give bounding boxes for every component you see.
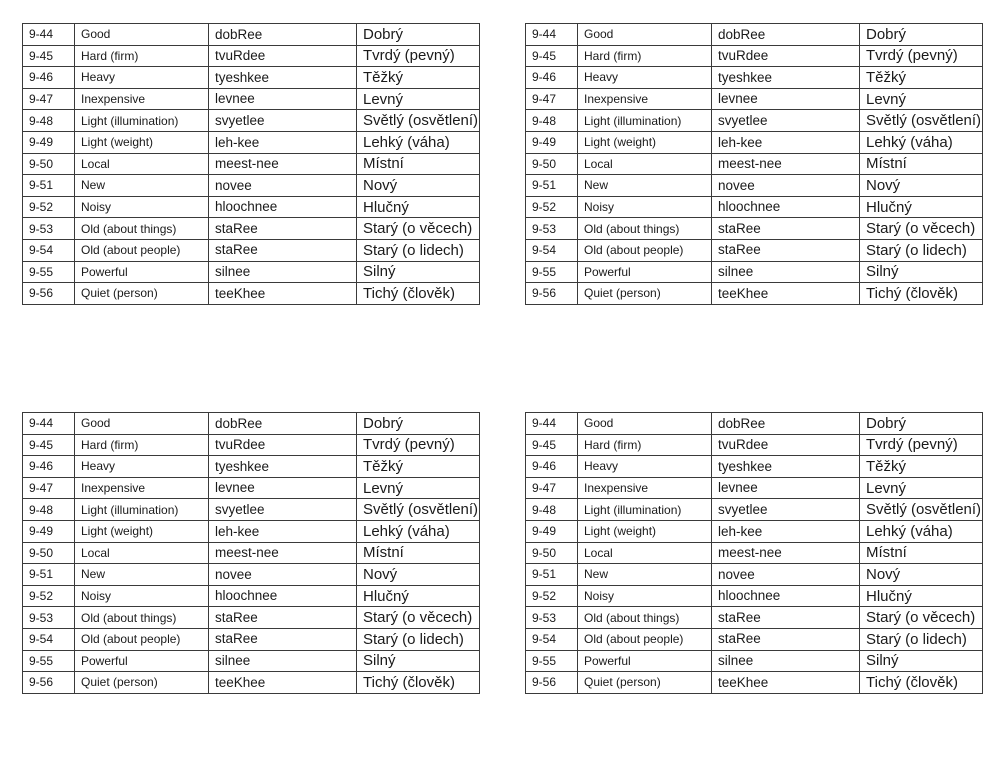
czech-word: Levný: [357, 477, 480, 499]
table-row: [526, 477, 983, 499]
entry-number: 9-47: [526, 88, 578, 110]
table-row: [23, 628, 480, 650]
phonetic-spelling: svyetlee: [209, 110, 357, 132]
entry-number: 9-50: [23, 542, 75, 564]
phonetic-spelling: levnee: [712, 88, 860, 110]
english-word: Noisy: [578, 585, 712, 607]
english-word: Local: [75, 542, 209, 564]
czech-word: Nový: [860, 564, 983, 586]
phonetic-spelling: svyetlee: [712, 499, 860, 521]
table-row: [526, 520, 983, 542]
english-word: Inexpensive: [75, 477, 209, 499]
entry-number: 9-52: [23, 585, 75, 607]
czech-word: Hlučný: [860, 196, 983, 218]
english-word: Light (weight): [75, 520, 209, 542]
czech-word: Tvrdý (pevný): [357, 434, 480, 456]
czech-word: Tichý (člověk): [357, 283, 480, 305]
english-word: Quiet (person): [75, 283, 209, 305]
table-row: [526, 499, 983, 521]
entry-number: 9-50: [526, 542, 578, 564]
phonetic-spelling: staRee: [712, 628, 860, 650]
table-row: [526, 672, 983, 694]
table-row: [23, 499, 480, 521]
czech-word: Místní: [357, 153, 480, 175]
english-word: Old (about things): [75, 218, 209, 240]
english-word: Hard (firm): [75, 45, 209, 67]
english-word: Heavy: [578, 456, 712, 478]
czech-word: Tichý (člověk): [357, 672, 480, 694]
czech-word: Tichý (člověk): [860, 283, 983, 305]
entry-number: 9-56: [23, 672, 75, 694]
phonetic-spelling: tyeshkee: [712, 67, 860, 89]
english-word: Quiet (person): [578, 672, 712, 694]
phonetic-spelling: teeKhee: [712, 283, 860, 305]
english-word: Local: [578, 153, 712, 175]
english-word: Noisy: [75, 196, 209, 218]
czech-word: Nový: [357, 564, 480, 586]
entry-number: 9-49: [23, 131, 75, 153]
table-row: [23, 218, 480, 240]
entry-number: 9-46: [526, 67, 578, 89]
phonetic-spelling: novee: [209, 175, 357, 197]
czech-word: Starý (o věcech): [357, 607, 480, 629]
entry-number: 9-47: [526, 477, 578, 499]
czech-word: Levný: [860, 477, 983, 499]
table-row: [526, 110, 983, 132]
english-word: New: [75, 175, 209, 197]
czech-word: Místní: [860, 153, 983, 175]
entry-number: 9-56: [526, 672, 578, 694]
czech-word: Dobrý: [357, 413, 480, 435]
phonetic-spelling: svyetlee: [712, 110, 860, 132]
table-row: [23, 672, 480, 694]
czech-word: Lehký (váha): [860, 131, 983, 153]
table-row: [23, 477, 480, 499]
czech-word: Lehký (váha): [357, 131, 480, 153]
entry-number: 9-45: [526, 45, 578, 67]
phonetic-spelling: silnee: [209, 650, 357, 672]
entry-number: 9-44: [23, 413, 75, 435]
table-row: [526, 24, 983, 46]
phonetic-spelling: levnee: [209, 88, 357, 110]
vocab-table-bottom-left: [22, 412, 480, 694]
table-row: [23, 88, 480, 110]
phonetic-spelling: dobRee: [712, 24, 860, 46]
czech-word: Levný: [357, 88, 480, 110]
table-row: [526, 628, 983, 650]
english-word: Inexpensive: [75, 88, 209, 110]
phonetic-spelling: teeKhee: [209, 672, 357, 694]
table-row: [526, 283, 983, 305]
english-word: New: [578, 175, 712, 197]
table-row: [23, 520, 480, 542]
table-row: [23, 67, 480, 89]
czech-word: Silný: [860, 261, 983, 283]
phonetic-spelling: staRee: [209, 218, 357, 240]
table-row: [526, 261, 983, 283]
czech-word: Světlý (osvětlení): [357, 499, 480, 521]
table-row: [526, 67, 983, 89]
entry-number: 9-47: [23, 88, 75, 110]
table-row: [23, 45, 480, 67]
vocab-table-bottom-right: [525, 412, 983, 694]
entry-number: 9-54: [23, 628, 75, 650]
entry-number: 9-46: [23, 67, 75, 89]
english-word: Powerful: [578, 261, 712, 283]
czech-word: Silný: [357, 650, 480, 672]
table-row: [23, 261, 480, 283]
table-row: [526, 45, 983, 67]
czech-word: Těžký: [357, 456, 480, 478]
entry-number: 9-51: [23, 564, 75, 586]
phonetic-spelling: novee: [712, 564, 860, 586]
entry-number: 9-53: [526, 218, 578, 240]
table-row: [526, 564, 983, 586]
phonetic-spelling: tvuRdee: [712, 45, 860, 67]
entry-number: 9-53: [23, 218, 75, 240]
entry-number: 9-50: [526, 153, 578, 175]
english-word: Inexpensive: [578, 88, 712, 110]
english-word: Heavy: [75, 67, 209, 89]
english-word: Light (illumination): [578, 110, 712, 132]
english-word: New: [578, 564, 712, 586]
phonetic-spelling: leh-kee: [712, 131, 860, 153]
table-row: [526, 434, 983, 456]
entry-number: 9-45: [526, 434, 578, 456]
table-row: [23, 456, 480, 478]
czech-word: Lehký (váha): [860, 520, 983, 542]
table-row: [23, 564, 480, 586]
table-row: [526, 456, 983, 478]
phonetic-spelling: staRee: [209, 239, 357, 261]
czech-word: Těžký: [860, 456, 983, 478]
phonetic-spelling: staRee: [712, 218, 860, 240]
phonetic-spelling: tvuRdee: [712, 434, 860, 456]
entry-number: 9-45: [23, 45, 75, 67]
phonetic-spelling: svyetlee: [209, 499, 357, 521]
english-word: Noisy: [75, 585, 209, 607]
entry-number: 9-54: [526, 628, 578, 650]
english-word: Old (about things): [578, 218, 712, 240]
phonetic-spelling: staRee: [712, 607, 860, 629]
czech-word: Nový: [860, 175, 983, 197]
english-word: Powerful: [75, 261, 209, 283]
english-word: Local: [578, 542, 712, 564]
table-row: [526, 131, 983, 153]
phonetic-spelling: staRee: [209, 628, 357, 650]
phonetic-spelling: leh-kee: [712, 520, 860, 542]
entry-number: 9-45: [23, 434, 75, 456]
english-word: Light (illumination): [75, 110, 209, 132]
english-word: Inexpensive: [578, 477, 712, 499]
czech-word: Nový: [357, 175, 480, 197]
table-row: [23, 585, 480, 607]
phonetic-spelling: meest-nee: [712, 542, 860, 564]
table-row: [526, 650, 983, 672]
phonetic-spelling: meest-nee: [712, 153, 860, 175]
entry-number: 9-49: [526, 520, 578, 542]
entry-number: 9-44: [526, 24, 578, 46]
entry-number: 9-49: [526, 131, 578, 153]
table-row: [23, 413, 480, 435]
english-word: Local: [75, 153, 209, 175]
entry-number: 9-44: [23, 24, 75, 46]
phonetic-spelling: silnee: [209, 261, 357, 283]
table-row: [23, 153, 480, 175]
czech-word: Lehký (váha): [357, 520, 480, 542]
entry-number: 9-47: [23, 477, 75, 499]
english-word: Old (about people): [75, 239, 209, 261]
czech-word: Starý (o lidech): [860, 628, 983, 650]
table-row: [23, 607, 480, 629]
table-row: [23, 24, 480, 46]
phonetic-spelling: hloochnee: [712, 585, 860, 607]
phonetic-spelling: hloochnee: [712, 196, 860, 218]
entry-number: 9-53: [526, 607, 578, 629]
czech-word: Místní: [357, 542, 480, 564]
table-row: [23, 542, 480, 564]
phonetic-spelling: teeKhee: [712, 672, 860, 694]
czech-word: Tvrdý (pevný): [860, 45, 983, 67]
table-row: [23, 175, 480, 197]
table-row: [526, 218, 983, 240]
table-row: [23, 283, 480, 305]
entry-number: 9-44: [526, 413, 578, 435]
entry-number: 9-51: [23, 175, 75, 197]
vocab-table-top-right: [525, 23, 983, 305]
table-row: [23, 650, 480, 672]
english-word: Light (illumination): [75, 499, 209, 521]
english-word: Good: [75, 24, 209, 46]
english-word: Powerful: [578, 650, 712, 672]
english-word: Heavy: [75, 456, 209, 478]
english-word: Light (weight): [75, 131, 209, 153]
table-row: [23, 131, 480, 153]
english-word: Noisy: [578, 196, 712, 218]
phonetic-spelling: dobRee: [712, 413, 860, 435]
table-row: [23, 239, 480, 261]
phonetic-spelling: meest-nee: [209, 153, 357, 175]
entry-number: 9-55: [526, 650, 578, 672]
phonetic-spelling: tvuRdee: [209, 45, 357, 67]
phonetic-spelling: teeKhee: [209, 283, 357, 305]
english-word: Hard (firm): [75, 434, 209, 456]
table-row: [526, 585, 983, 607]
english-word: Quiet (person): [75, 672, 209, 694]
czech-word: Místní: [860, 542, 983, 564]
entry-number: 9-46: [526, 456, 578, 478]
english-word: Old (about things): [578, 607, 712, 629]
english-word: Hard (firm): [578, 434, 712, 456]
table-row: [526, 196, 983, 218]
english-word: Good: [75, 413, 209, 435]
czech-word: Starý (o lidech): [357, 628, 480, 650]
czech-word: Hlučný: [357, 585, 480, 607]
entry-number: 9-54: [23, 239, 75, 261]
czech-word: Těžký: [357, 67, 480, 89]
czech-word: Dobrý: [357, 24, 480, 46]
czech-word: Tvrdý (pevný): [357, 45, 480, 67]
english-word: Good: [578, 413, 712, 435]
vocab-table-top-left: [22, 23, 480, 305]
english-word: Light (weight): [578, 131, 712, 153]
czech-word: Starý (o lidech): [357, 239, 480, 261]
czech-word: Starý (o věcech): [860, 607, 983, 629]
phonetic-spelling: levnee: [712, 477, 860, 499]
entry-number: 9-50: [23, 153, 75, 175]
czech-word: Starý (o věcech): [860, 218, 983, 240]
entry-number: 9-48: [526, 110, 578, 132]
phonetic-spelling: tyeshkee: [712, 456, 860, 478]
table-row: [23, 434, 480, 456]
entry-number: 9-52: [526, 585, 578, 607]
czech-word: Dobrý: [860, 24, 983, 46]
czech-word: Starý (o lidech): [860, 239, 983, 261]
czech-word: Silný: [860, 650, 983, 672]
english-word: Good: [578, 24, 712, 46]
czech-word: Hlučný: [357, 196, 480, 218]
entry-number: 9-55: [23, 650, 75, 672]
table-row: [23, 110, 480, 132]
entry-number: 9-55: [23, 261, 75, 283]
entry-number: 9-52: [526, 196, 578, 218]
entry-number: 9-46: [23, 456, 75, 478]
table-row: [526, 153, 983, 175]
entry-number: 9-51: [526, 175, 578, 197]
entry-number: 9-48: [23, 110, 75, 132]
table-row: [526, 413, 983, 435]
phonetic-spelling: tyeshkee: [209, 67, 357, 89]
english-word: Light (illumination): [578, 499, 712, 521]
entry-number: 9-56: [526, 283, 578, 305]
english-word: Heavy: [578, 67, 712, 89]
czech-word: Světlý (osvětlení): [357, 110, 480, 132]
phonetic-spelling: tvuRdee: [209, 434, 357, 456]
english-word: Quiet (person): [578, 283, 712, 305]
entry-number: 9-48: [23, 499, 75, 521]
czech-word: Těžký: [860, 67, 983, 89]
czech-word: Světlý (osvětlení): [860, 110, 983, 132]
czech-word: Hlučný: [860, 585, 983, 607]
table-row: [23, 196, 480, 218]
entry-number: 9-53: [23, 607, 75, 629]
english-word: Old (about people): [75, 628, 209, 650]
phonetic-spelling: dobRee: [209, 24, 357, 46]
phonetic-spelling: dobRee: [209, 413, 357, 435]
entry-number: 9-56: [23, 283, 75, 305]
english-word: Powerful: [75, 650, 209, 672]
table-row: [526, 542, 983, 564]
phonetic-spelling: staRee: [712, 239, 860, 261]
phonetic-spelling: silnee: [712, 261, 860, 283]
czech-word: Tichý (člověk): [860, 672, 983, 694]
entry-number: 9-54: [526, 239, 578, 261]
phonetic-spelling: silnee: [712, 650, 860, 672]
phonetic-spelling: meest-nee: [209, 542, 357, 564]
entry-number: 9-51: [526, 564, 578, 586]
english-word: Old (about people): [578, 628, 712, 650]
entry-number: 9-52: [23, 196, 75, 218]
phonetic-spelling: levnee: [209, 477, 357, 499]
phonetic-spelling: novee: [209, 564, 357, 586]
phonetic-spelling: leh-kee: [209, 131, 357, 153]
table-row: [526, 607, 983, 629]
english-word: Light (weight): [578, 520, 712, 542]
entry-number: 9-49: [23, 520, 75, 542]
english-word: Old (about people): [578, 239, 712, 261]
czech-word: Levný: [860, 88, 983, 110]
czech-word: Dobrý: [860, 413, 983, 435]
phonetic-spelling: hloochnee: [209, 585, 357, 607]
czech-word: Tvrdý (pevný): [860, 434, 983, 456]
phonetic-spelling: novee: [712, 175, 860, 197]
czech-word: Světlý (osvětlení): [860, 499, 983, 521]
entry-number: 9-48: [526, 499, 578, 521]
english-word: Hard (firm): [578, 45, 712, 67]
phonetic-spelling: staRee: [209, 607, 357, 629]
table-row: [526, 175, 983, 197]
phonetic-spelling: leh-kee: [209, 520, 357, 542]
table-row: [526, 88, 983, 110]
czech-word: Silný: [357, 261, 480, 283]
english-word: Old (about things): [75, 607, 209, 629]
czech-word: Starý (o věcech): [357, 218, 480, 240]
entry-number: 9-55: [526, 261, 578, 283]
table-row: [526, 239, 983, 261]
english-word: New: [75, 564, 209, 586]
phonetic-spelling: hloochnee: [209, 196, 357, 218]
phonetic-spelling: tyeshkee: [209, 456, 357, 478]
